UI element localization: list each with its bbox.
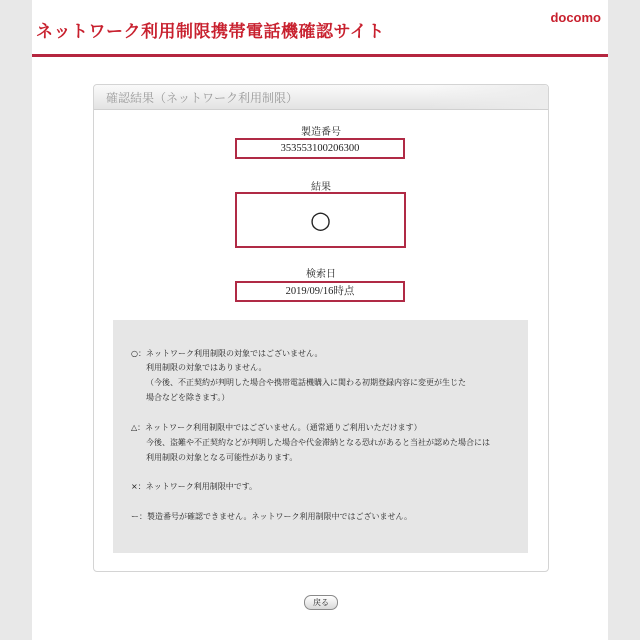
legend-cross-title: ×：ネットワーク利用制限中です。 xyxy=(131,482,258,491)
site-title: ネットワーク利用制限携帯電話機確認サイト xyxy=(36,22,385,42)
page xyxy=(32,0,608,640)
legend-circle-text: 利用制限の対象ではありません。 xyxy=(146,363,267,372)
docomo-logo[interactable]: docomo xyxy=(550,10,601,25)
legend-triangle-text: 今後、盗難や不正契約などが判明した場合や代金滞納となる恐れがあると当社が認めた場合には xyxy=(146,438,490,447)
search-date-value: 2019/09/16時点 xyxy=(235,281,405,302)
legend-circle-text: 場合などを除きます。） xyxy=(146,393,230,402)
result-box xyxy=(235,192,406,248)
site-header xyxy=(32,0,608,57)
result-label: 結果 xyxy=(311,182,331,193)
legend-triangle-text: 利用制限の対象となる可能性があります。 xyxy=(146,453,298,462)
legend-dash-title: ー：製造番号が確認できません。ネットワーク利用制限中ではございません。 xyxy=(131,512,412,521)
serial-label: 製造番号 xyxy=(301,127,341,138)
panel-title: 確認結果（ネットワーク利用制限） xyxy=(106,91,299,105)
result-panel xyxy=(93,84,549,572)
search-date-label: 検索日 xyxy=(306,269,336,280)
legend-circle-text: （今後、不正契約が判明した場合や携帯電話機購入に関わる初期登録内容に変更が生じた xyxy=(146,378,466,387)
result-circle-icon: ○ xyxy=(310,206,331,234)
serial-value: 353553100206300 xyxy=(235,138,405,159)
legend-box xyxy=(113,320,528,553)
panel-header-decoration xyxy=(428,85,548,109)
panel-header xyxy=(94,85,548,110)
legend-circle-title: ○：ネットワーク利用制限の対象ではございません。 xyxy=(131,349,323,358)
back-button[interactable]: 戻る xyxy=(304,595,338,610)
legend-triangle-title: △：ネットワーク利用制限中ではございません。（通常通りご利用いただけます） xyxy=(131,423,422,432)
